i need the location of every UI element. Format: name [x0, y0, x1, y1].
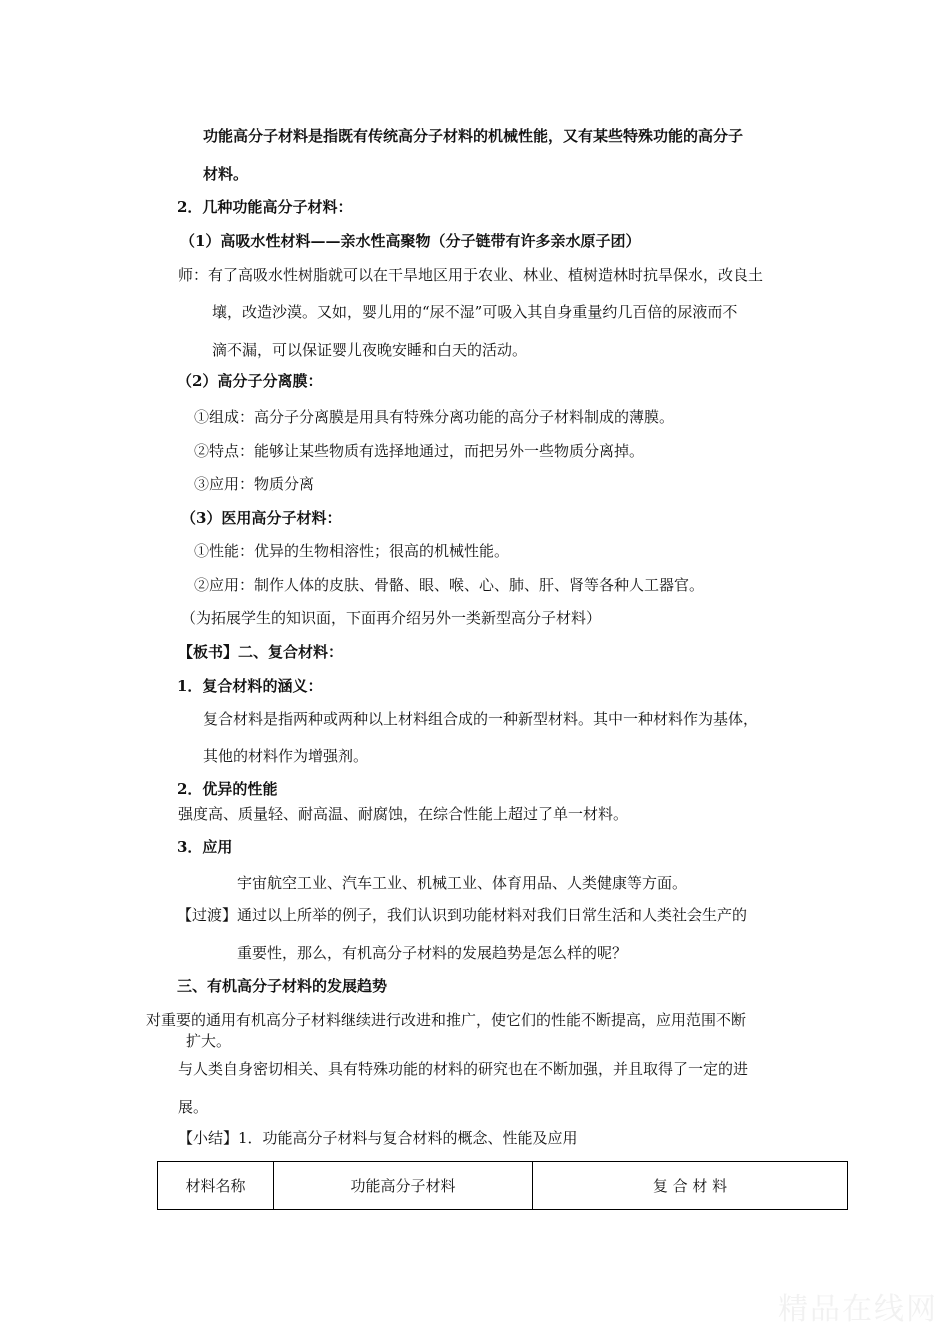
- transition-note: （为拓展学生的知识面，下面再介绍另外一类新型高分子材料）: [181, 609, 602, 627]
- composite-performance-text: 强度高、质量轻、耐高温、耐腐蚀，在综合性能上超过了单一材料。: [178, 805, 629, 823]
- composite-meaning-heading: 1．复合材料的涵义：: [177, 677, 323, 695]
- table-header-cell: 复 合 材 料: [533, 1162, 848, 1210]
- subheading-absorbent: （1）高吸水性材料——亲水性高聚物（分子链带有许多亲水原子团）: [180, 232, 641, 250]
- definition-line-1: 功能高分子材料是指既有传统高分子材料的机械性能，又有某些特殊功能的高分子: [203, 127, 744, 145]
- subheading-membrane: （2）高分子分离膜：: [177, 372, 323, 390]
- board-heading-composite: 【板书】二、复合材料：: [178, 643, 344, 661]
- trend-text-line-2: 扩大。: [186, 1032, 232, 1050]
- transition-line-1: 【过渡】通过以上所举的例子，我们认识到功能材料对我们日常生活和人类社会生产的: [177, 906, 748, 924]
- membrane-application: ③应用：物质分离: [194, 475, 315, 493]
- membrane-feature: ②特点：能够让某些物质有选择地通过，而把另外一些物质分离掉。: [194, 442, 645, 460]
- composite-application-text: 宇宙航空工业、汽车工业、机械工业、体育用品、人类健康等方面。: [237, 874, 688, 892]
- subheading-medical: （3）医用高分子材料：: [181, 509, 342, 527]
- teacher-text-line-1: 师：有了高吸水性树脂就可以在干旱地区用于农业、林业、植树造林时抗旱保水，改良土: [178, 266, 764, 284]
- trend-text-line-4: 展。: [178, 1098, 209, 1116]
- definition-line-2: 材料。: [203, 165, 249, 183]
- composite-meaning-line-1: 复合材料是指两种或两种以上材料组合成的一种新型材料。其中一种材料作为基体，: [203, 710, 759, 728]
- composite-application-heading: 3．应用: [177, 838, 233, 856]
- medical-application: ②应用：制作人体的皮肤、骨骼、眼、喉、心、肺、肝、肾等各种人工器官。: [194, 576, 705, 594]
- composite-meaning-line-2: 其他的材料作为增强剂。: [203, 747, 369, 765]
- teacher-text-line-2: 壤，改造沙漠。又如，婴儿用的“尿不湿”可吸入其自身重量约几百倍的尿液而不: [212, 303, 738, 321]
- trend-text-line-1: 对重要的通用有机高分子材料继续进行改进和推广，使它们的性能不断提高，应用范围不断: [146, 1011, 747, 1029]
- teacher-text-line-3: 滴不漏，可以保证婴儿夜晚安睡和白天的活动。: [212, 341, 528, 359]
- table-header-cell: 功能高分子材料: [274, 1162, 533, 1210]
- table-header-cell: 材料名称: [158, 1162, 274, 1210]
- table-row: [158, 1162, 848, 1210]
- trend-text-line-3: 与人类自身密切相关、具有特殊功能的材料的研究也在不断加强，并且取得了一定的进: [178, 1060, 749, 1078]
- membrane-composition: ①组成：高分子分离膜是用具有特殊分离功能的高分子材料制成的薄膜。: [194, 408, 675, 426]
- section-heading-trends: 三、有机高分子材料的发展趋势: [177, 977, 388, 995]
- watermark: 精品在线网: [778, 1292, 938, 1327]
- section-heading-types: 2．几种功能高分子材料：: [177, 198, 353, 216]
- transition-line-2: 重要性，那么，有机高分子材料的发展趋势是怎么样的呢？: [237, 944, 628, 962]
- medical-performance: ①性能：优异的生物相溶性；很高的机械性能。: [194, 542, 510, 560]
- summary-table: [157, 1161, 848, 1210]
- composite-performance-heading: 2．优异的性能: [177, 780, 278, 798]
- summary-heading: 【小结】1．功能高分子材料与复合材料的概念、性能及应用: [178, 1129, 578, 1147]
